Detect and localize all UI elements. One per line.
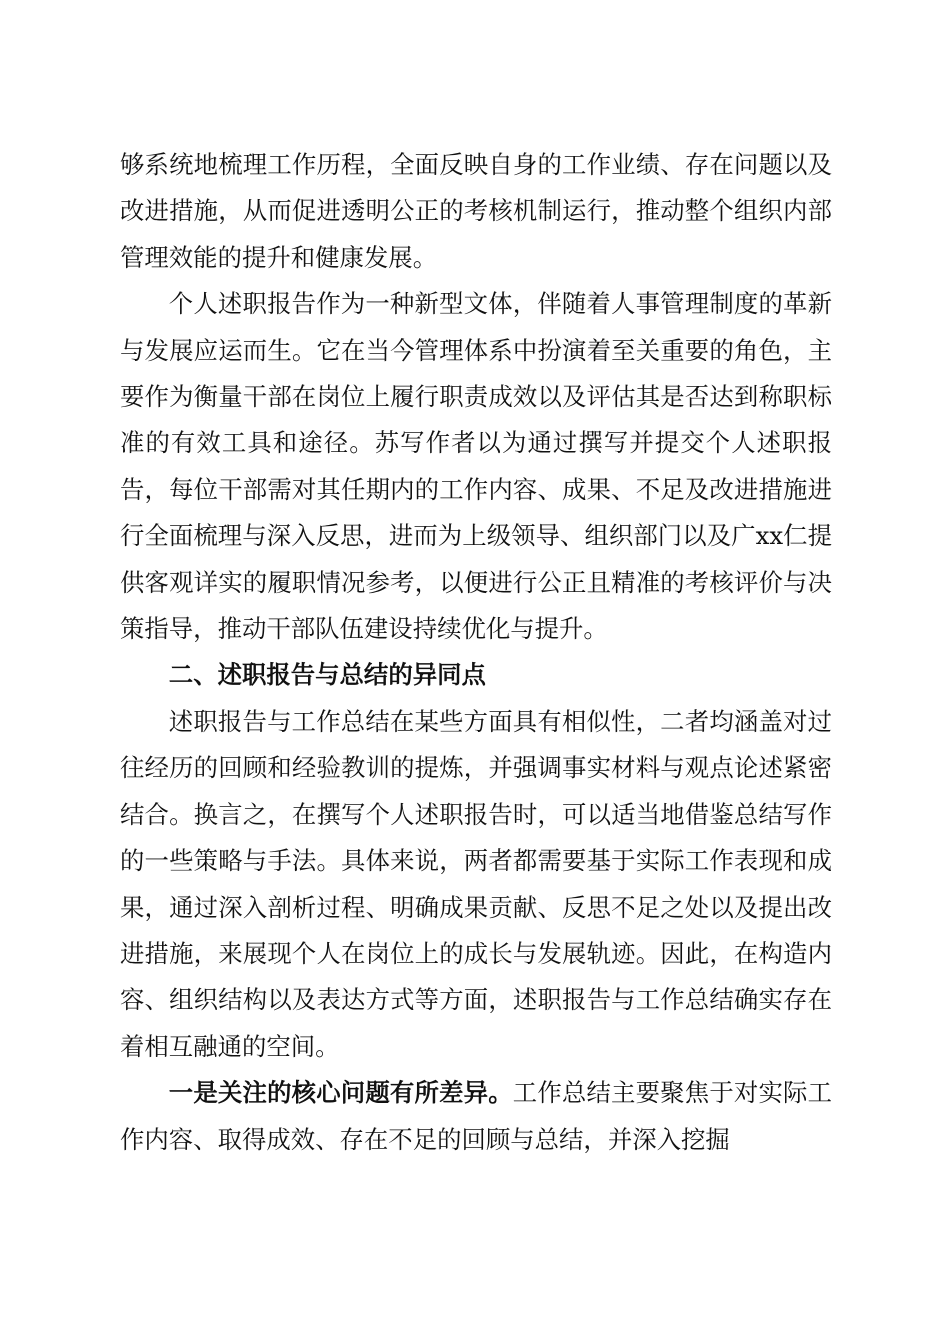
paragraph-lead-phrase: 一是关注的核心问题有所差异。 <box>168 1078 513 1108</box>
paragraph-report-definition: 个人述职报告作为一种新型文体，伴随着人事管理制度的革新与发展应运而生。它在当今管理体系中扮演着至关重要的角色，主要作为衡量干部在岗位上履行职责成效以及评估其是否达到称职标准的有效工具和途径。苏写作者以为通过撰写并提交个人述职报告，每位干部需对其任期内的工作内容、成果、不足及改进措施进行全面梳理与深入反思，进而为上级领导、组织部门以及广xx仁提供客观详实的履职情况参考，以便进行公正且精准的考核评价与决策指导，推动干部队伍建设持续优化与提升。 <box>120 289 832 644</box>
paragraph-differences <box>120 1070 832 1163</box>
section-heading: 二、述职报告与总结的异同点 <box>168 660 486 690</box>
paragraph-body-text: 工作总结主要聚焦于对实际工作内容、取得成效、存在不足的回顾与总结，并深入挖掘 <box>120 1078 832 1154</box>
document-body <box>120 142 832 1163</box>
paragraph-continuation: 够系统地梳理工作历程，全面反映自身的工作业绩、存在问题以及改进措施，从而促进透明公正的考核机制运行，推动整个组织内部管理效能的提升和健康发展。 <box>120 150 832 272</box>
paragraph-similarities: 述职报告与工作总结在某些方面具有相似性，二者均涵盖对过往经历的回顾和经验教训的提炼，并强调事实材料与观点论述紧密结合。换言之，在撰写个人述职报告时，可以适当地借鉴总结写作的一些策略与手法。具体来说，两者都需要基于实际工作表现和成果，通过深入剖析过程、明确成果贡献、反思不足之处以及提出改进措施，来展现个人在岗位上的成长与发展轨迹。因此，在构造内容、组织结构以及表达方式等方面，述职报告与工作总结确实存在着相互融通的空间。 <box>120 706 832 1061</box>
